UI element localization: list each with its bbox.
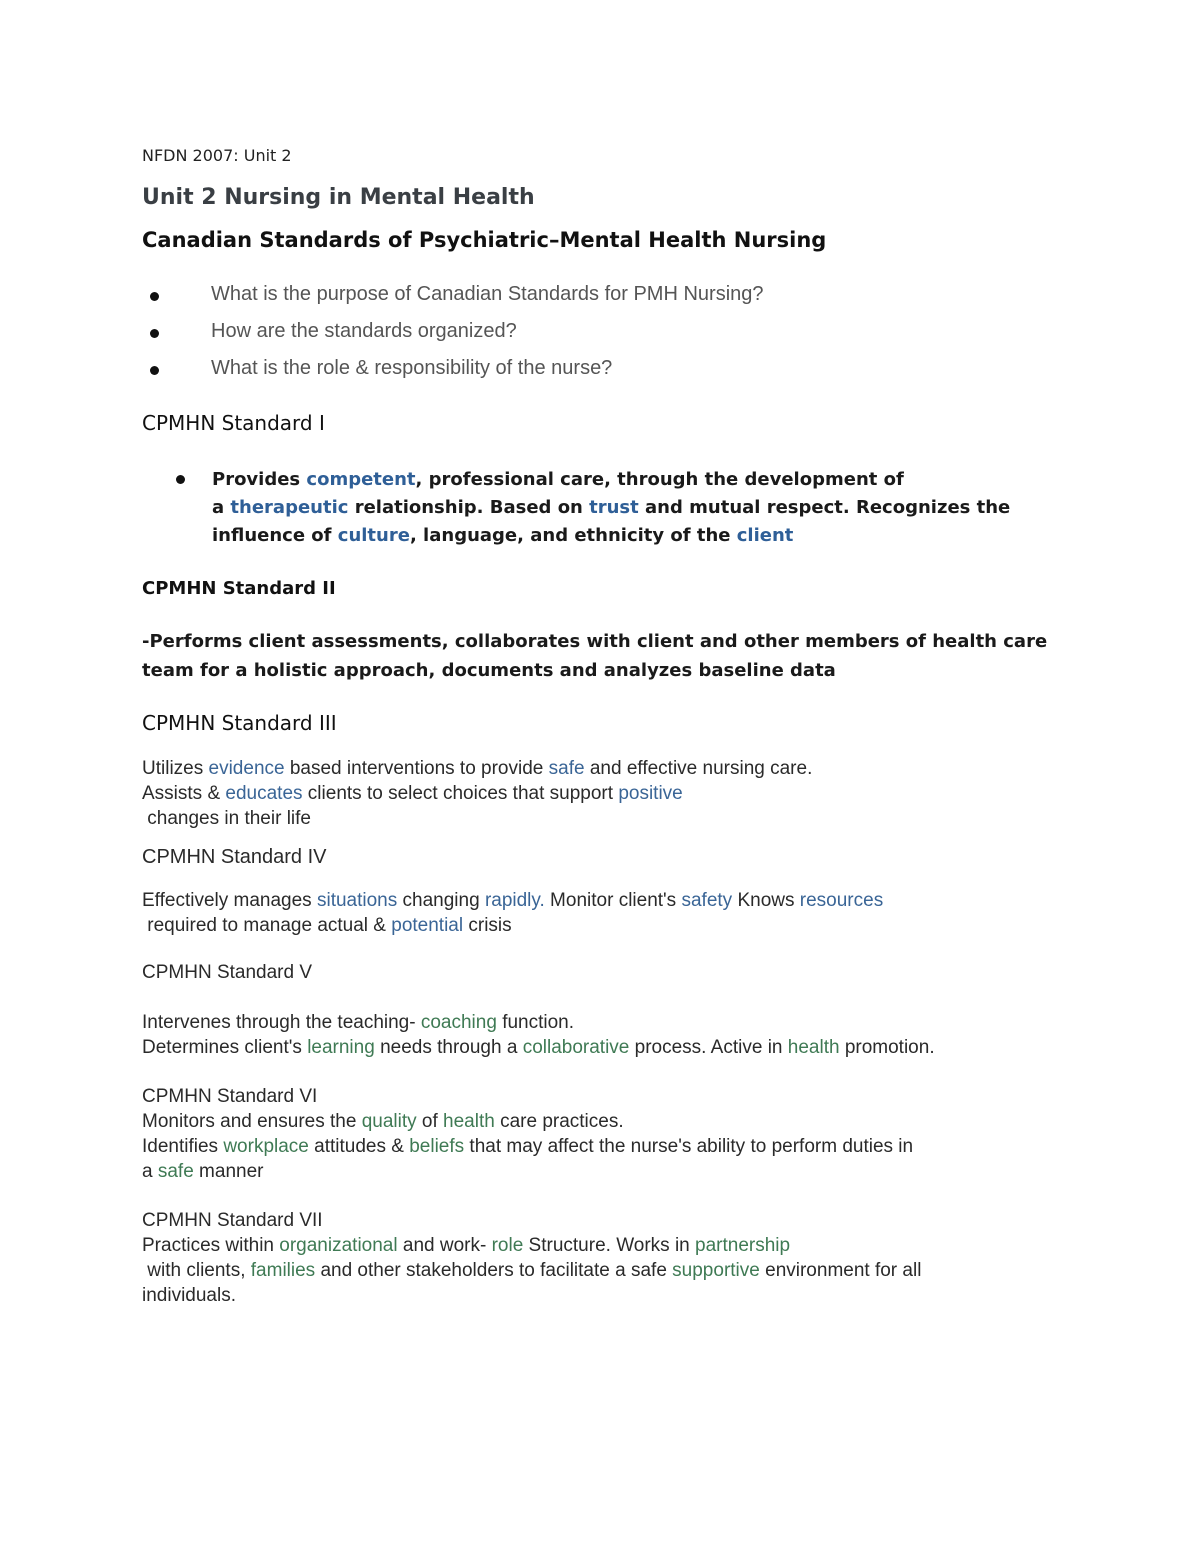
bullet-icon xyxy=(150,366,159,375)
standard-6-block: CPMHN Standard VI Monitors and ensures the quality of health care practices. Identifies workplace attitudes & beliefs that may affect the nurse's ability to perform duties in a safe manner xyxy=(142,1086,914,1182)
standard-5-text: Intervenes through the teaching- coaching function. Determines client's learning needs through a collaborative process. Active in health promotion. xyxy=(142,1012,935,1058)
bullet-icon xyxy=(150,329,159,338)
standard-3-heading: CPMHN Standard III xyxy=(142,711,337,735)
document-page: NFDN 2007: Unit 2 Unit 2 Nursing in Mental Health Canadian Standards of Psychiatric–Mental Health Nursing What is the purpose of Canadian Standards for PMH Nursing? How are the standards organized? What is the role & responsibility of the nurse? CPMHN Standard I Provides competent, professional care, through the development of a therapeutic relationship. Based on trust and mutual respect. Recognizes the influence of culture, language, and ethnicity of the client CPMHN Standard II -Performs client assessments, collaborates with client and other members of health care team for a holistic approach, documents and analyzes baseline data CPMHN Standard III Utilizes evidence based interventions to provide safe and effective nursing care. Assists & educates clients to select choices that support positive changes in their life CPMHN Standard IV Effectively manages situations changing rapidly. Monitor client's safety Knows resources required to manage actual & potential crisis CPMHN Standard V Intervenes through the teaching- coaching function. Determines client's learning needs through a collaborative process. Active in health promotion. CPMHN Standard VI Monitors and ensures the quality of health care practices. Identifies workplace attitudes & beliefs that may affect the nurse's ability to perform duties in a safe manner CPMHN Standard VII Practices within organizational and work- role Structure. Works in partnership with clients, families and other stakeholders to facilitate a safe supportive environment for all individuals. xyxy=(0,0,1200,1553)
standard-4-text: Effectively manages situations changing rapidly. Monitor client's safety Knows resources required to manage actual & potential crisis xyxy=(142,890,884,936)
standard-7-heading: CPMHN Standard VII xyxy=(142,1210,323,1231)
page-title: Unit 2 Nursing in Mental Health xyxy=(142,185,535,210)
standard-5-heading: CPMHN Standard V xyxy=(142,962,313,983)
standard-2-heading: CPMHN Standard II xyxy=(142,578,336,599)
standard-7-block: CPMHN Standard VII Practices within organizational and work- role Structure. Works in partnership with clients, families and other stakeholders to facilitate a safe supportive environment for all individuals. xyxy=(142,1210,922,1306)
bullet-icon xyxy=(176,475,185,484)
standard-4-heading: CPMHN Standard IV xyxy=(142,846,327,868)
standard-1-heading: CPMHN Standard I xyxy=(142,411,325,435)
bullet-icon xyxy=(150,292,159,301)
standard-6-heading: CPMHN Standard VI xyxy=(142,1086,318,1107)
page-subtitle: Canadian Standards of Psychiatric–Mental Health Nursing xyxy=(142,228,827,252)
standard-1-text: Provides competent, professional care, through the development of a therapeutic relationship. Based on trust and mutual respect. Recognizes the influence of culture, language, and ethnicity of the client xyxy=(212,469,1011,546)
course-header: NFDN 2007: Unit 2 xyxy=(142,146,292,165)
standard-2-text: -Performs client assessments, collaborates with client and other members of health care team for a holistic approach, documents and analyzes baseline data xyxy=(142,631,1048,681)
standard-3-text: Utilizes evidence based interventions to provide safe and effective nursing care. Assists & educates clients to select choices that support positive changes in their life xyxy=(142,758,813,829)
